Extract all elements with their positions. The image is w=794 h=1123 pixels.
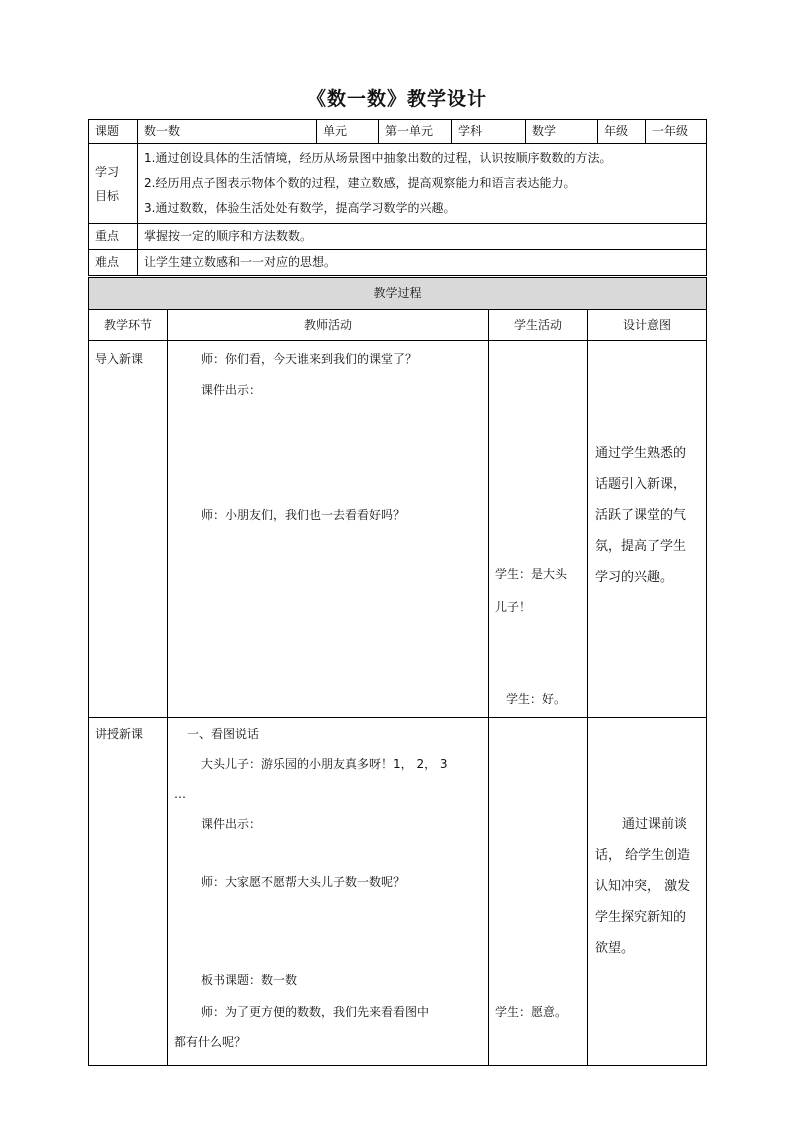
section1-student-line: 学生：是大头 <box>495 567 568 581</box>
process-header: 教学过程 <box>89 278 707 310</box>
info-table <box>88 119 707 276</box>
column-header-intent: 设计意图 <box>588 310 707 341</box>
section2-intent-line: 欲望。 <box>595 941 635 956</box>
section2-teacher-line: 都有什么呢？ <box>174 1035 247 1049</box>
section2-intent-line: 学生探究新知的 <box>595 910 687 925</box>
section2-teacher-cell <box>168 718 489 1066</box>
goals-label-line1: 学习 <box>95 164 120 179</box>
section1-intent-line: 氛，提高了学生 <box>595 539 687 554</box>
section1-student-cell <box>489 341 588 718</box>
subject-label: 学科 <box>452 120 526 144</box>
section1-intent-line: 学习的兴趣。 <box>595 570 674 585</box>
unit-label: 单元 <box>317 120 379 144</box>
subject-value: 数学 <box>526 120 598 144</box>
topic-value: 数一数 <box>138 120 317 144</box>
section2-stage: 讲授新课 <box>95 727 144 741</box>
goal-item: 1.通过创设具体的生活情境，经历从场景图中抽象出数的过程，认识按顺序数数的方法。 <box>144 151 612 165</box>
section1-student-line: 学生：好。 <box>506 692 567 706</box>
key-point-value: 掌握按一定的顺序和方法数数。 <box>138 224 707 250</box>
goal-item: 2.经历用点子图表示物体个数的过程，建立数感，提高观察能力和语言表达能力。 <box>144 176 576 190</box>
section1-intent-line: 话题引入新课， <box>595 477 687 492</box>
section2-student-cell <box>489 718 588 1066</box>
column-header-stage: 教学环节 <box>89 310 168 341</box>
section1-stage-cell <box>89 341 168 718</box>
section1-teacher-line: 师：小朋友们，我们也一去看看好吗？ <box>201 508 406 522</box>
section2-intent-line: 话， 给学生创造 <box>595 848 691 863</box>
section2-intent-cell <box>588 718 707 1066</box>
column-header-teacher: 教师活动 <box>168 310 489 341</box>
section2-teacher-line: 大头儿子：游乐园的小朋友真多呀！1， 2， 3 <box>201 757 448 771</box>
section2-teacher-line: 一、看图说话 <box>187 727 260 741</box>
section1-intent-line: 通过学生熟悉的 <box>595 446 687 461</box>
section2-intent-line: 认知冲突， 激发 <box>595 879 691 894</box>
goals-label <box>89 144 138 224</box>
difficulty-label: 难点 <box>89 250 138 276</box>
section1-stage: 导入新课 <box>95 352 144 366</box>
section2-teacher-line: 板书课题：数一数 <box>201 973 298 987</box>
column-header-student: 学生活动 <box>489 310 588 341</box>
process-table <box>88 277 707 1066</box>
section2-intent-line: 通过课前谈 <box>622 817 688 832</box>
section1-intent-cell <box>588 341 707 718</box>
grade-value: 一年级 <box>646 120 707 144</box>
section2-teacher-line: 师：为了更方便的数数，我们先来看看图中 <box>201 1005 430 1019</box>
section1-intent-line: 活跃了课堂的气 <box>595 508 687 523</box>
section1-teacher-cell <box>168 341 489 718</box>
section2-teacher-line: 师：大家愿不愿帮大头儿子数一数呢？ <box>201 875 406 889</box>
section1-student-line: 儿子！ <box>495 600 532 614</box>
difficulty-value: 让学生建立数感和一一对应的思想。 <box>138 250 707 276</box>
topic-label: 课题 <box>89 120 138 144</box>
section2-teacher-line: … <box>174 787 186 801</box>
document-title: 《数一数》教学设计 <box>306 88 487 110</box>
goal-item: 3.通过数数，体验生活处处有数学，提高学习数学的兴趣。 <box>144 201 456 215</box>
grade-label: 年级 <box>598 120 646 144</box>
section2-teacher-line: 课件出示： <box>201 817 262 831</box>
goals-label-line2: 目标 <box>95 188 120 203</box>
section1-teacher-line: 师：你们看，今天谁来到我们的课堂了？ <box>201 352 418 366</box>
unit-value: 第一单元 <box>379 120 452 144</box>
section2-stage-cell <box>89 718 168 1066</box>
section2-student-line: 学生：愿意。 <box>495 1005 568 1019</box>
key-point-label: 重点 <box>89 224 138 250</box>
section1-teacher-line: 课件出示： <box>201 383 262 397</box>
goals-content <box>138 144 707 224</box>
